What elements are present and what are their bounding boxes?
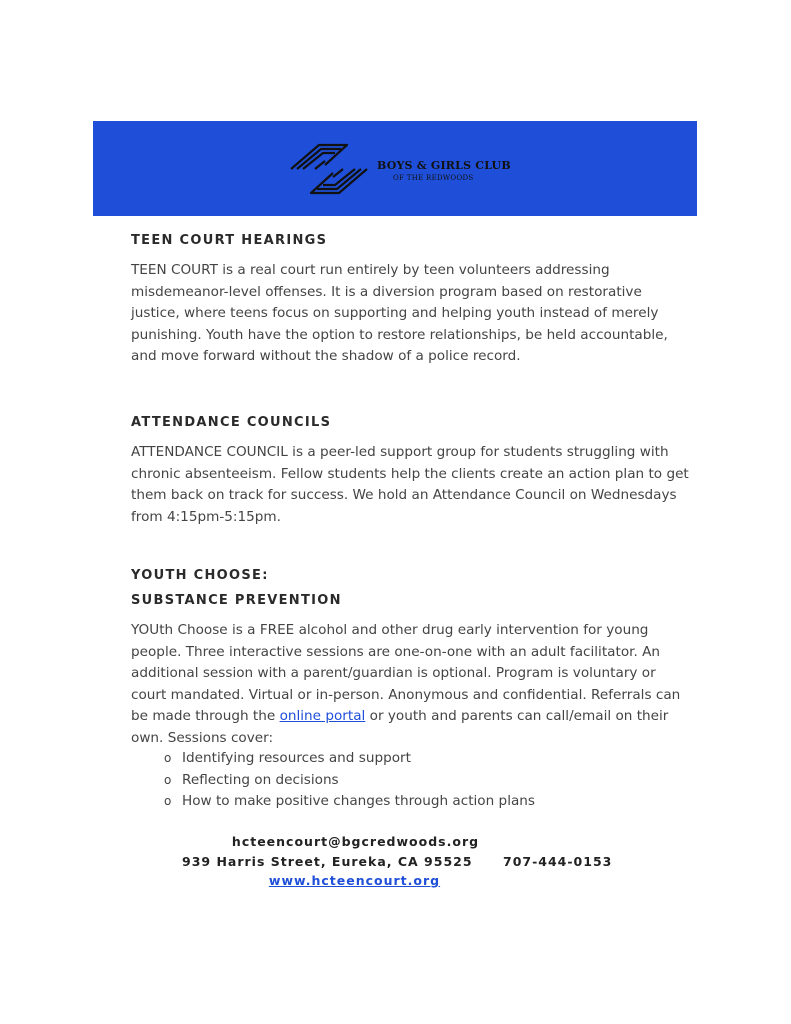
list-item-text: How to make positive changes through action plans (182, 793, 535, 809)
club-subname: OF THE REDWOODS (393, 174, 474, 182)
list-item (164, 770, 535, 792)
club-name: BOYS & GIRLS CLUB (377, 159, 511, 172)
section-heading-teen-court: TEEN COURT HEARINGS (131, 233, 328, 248)
bullet-marker: o (164, 751, 172, 765)
bullet-marker: o (164, 794, 172, 808)
footer-phone: 707-444-0153 (503, 854, 613, 869)
website-link[interactable]: www.hcteencourt.org (268, 873, 441, 888)
sessions-list (164, 748, 535, 813)
header-banner (93, 121, 697, 216)
section-body-teen-court: TEEN COURT is a real court run entirely by teen volunteers addressing misdemeanor-level offenses. It is a diversion program based on restorative justice, where teens focus on supporting and helping youth instead of merely punishing. Youth have the option to restore relationships, be held accountable, and move forward without the shadow of a police record. (131, 262, 668, 364)
online-portal-link[interactable]: online portal (279, 708, 366, 724)
email-text[interactable]: hcteencourt@bgcredwoods.org (231, 834, 480, 849)
bullet-marker: o (164, 772, 172, 787)
footer-address: 939 Harris Street, Eureka, CA 95525 (182, 854, 473, 869)
body-text-before-link: YOUth Choose is a FREE alcohol and other drug early intervention for young people. Three interactive sessions are one-on-one with an adult facilitator. An additional session with a parent/guardian is optional. Program is voluntary or court mandated. Virtual or in-person. Anonymous and confidential. Referrals can be made through the (131, 622, 681, 724)
club-logo (285, 139, 545, 199)
list-item (164, 748, 535, 770)
footer-website (0, 873, 750, 888)
list-item-text: Reflecting on decisions (182, 771, 339, 788)
footer-email (0, 834, 751, 849)
section-heading-substance-prevention: SUBSTANCE PREVENTION (131, 593, 342, 608)
section-body-attendance: ATTENDANCE COUNCIL is a peer-led support group for students struggling with chronic absenteeism. Fellow students help the clients create an action plan to get them back on track for success. We hold an Attendance Council on Wednesdays from 4:15pm-5:15pm. (131, 444, 689, 525)
section-body-youth-choose (131, 620, 691, 749)
list-item-text: Identifying resources and support (182, 750, 411, 766)
list-item (164, 791, 535, 813)
handshake-hands-icon (285, 139, 373, 199)
body-text-after-link: or youth and parents can call/email on their own. Sessions cover: (131, 708, 669, 746)
section-heading-youth-choose: YOUTH CHOOSE: (131, 568, 269, 583)
section-heading-attendance: ATTENDANCE COUNCILS (131, 415, 332, 430)
